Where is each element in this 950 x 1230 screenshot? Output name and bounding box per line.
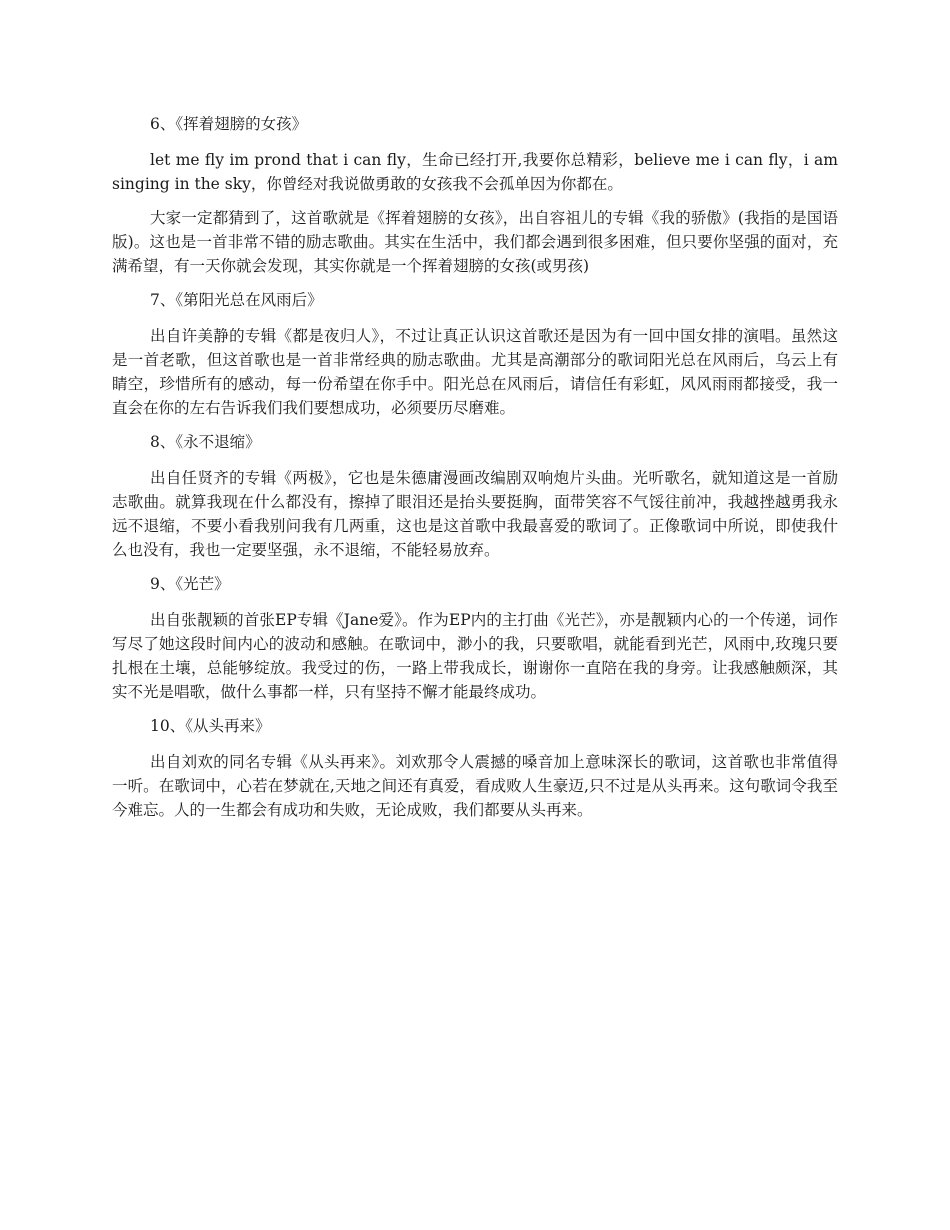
paragraph: let me fly im prond that i can fly，生命已经打开,我要你总精彩，believe me i can fly，i am singing in the sky，你曾经对我说做勇敢的女孩我不会孤单因为你都在。: [112, 151, 838, 193]
section-heading-6: 6、《挥着翅膀的女孩》: [150, 115, 308, 133]
paragraph: 出自任贤齐的专辑《两极》，它也是朱德庸漫画改编剧双响炮片头曲。光听歌名，就知道这是一首励志歌曲。就算我现在什么都没有，擦掉了眼泪还是抬头要挺胸，面带笑容不气馁往前冲，我越挫越勇我永远不退缩，不要小看我别问我有几两重，这也是这首歌中我最喜爱的歌词了。正像歌词中所说，即使我什么也没有，我也一定要坚强，永不退缩，不能轻易放弃。: [112, 469, 838, 559]
section-heading-10: 10、《从头再来》: [150, 717, 271, 735]
section-heading-8: 8、《永不退缩》: [150, 433, 261, 451]
paragraph: 出自张靓颖的首张EP专辑《Jane爱》。作为EP内的主打曲《光芒》，亦是靓颖内心的一个传递，词作写尽了她这段时间内心的波动和感触。在歌词中，渺小的我，只要歌唱，就能看到光芒，风雨中,玫瑰只要扎根在土壤，总能够绽放。我受过的伤，一路上带我成长，谢谢你一直陪在我的身旁。让我感触颇深，其实不光是唱歌，做什么事都一样，只有坚持不懈才能最终成功。: [112, 611, 838, 701]
paragraph: 大家一定都猜到了，这首歌就是《挥着翅膀的女孩》，出自容祖儿的专辑《我的骄傲》(我指的是国语版)。这也是一首非常不错的励志歌曲。其实在生活中，我们都会遇到很多困难，但只要你坚强的面对，充满希望，有一天你就会发现，其实你就是一个挥着翅膀的女孩(或男孩): [112, 209, 838, 275]
section-heading-7: 7、《第阳光总在风雨后》: [150, 291, 323, 309]
paragraph: 出自许美静的专辑《都是夜归人》，不过让真正认识这首歌还是因为有一回中国女排的演唱。虽然这是一首老歌，但这首歌也是一首非常经典的励志歌曲。尤其是高潮部分的歌词阳光总在风雨后，乌云上有睛空，珍惜所有的感动，每一份希望在你手中。阳光总在风雨后，请信任有彩虹，风风雨雨都接受，我一直会在你的左右告诉我们我们要想成功，必须要历尽磨难。: [112, 327, 838, 417]
section-heading-9: 9、《光芒》: [150, 575, 230, 593]
document-body: [112, 112, 838, 822]
paragraph: 出自刘欢的同名专辑《从头再来》。刘欢那令人震撼的嗓音加上意味深长的歌词，这首歌也非常值得一听。在歌词中，心若在梦就在,天地之间还有真爱，看成败人生豪迈,只不过是从头再来。这句歌词令我至今难忘。人的一生都会有成功和失败，无论成败，我们都要从头再来。: [112, 753, 838, 819]
